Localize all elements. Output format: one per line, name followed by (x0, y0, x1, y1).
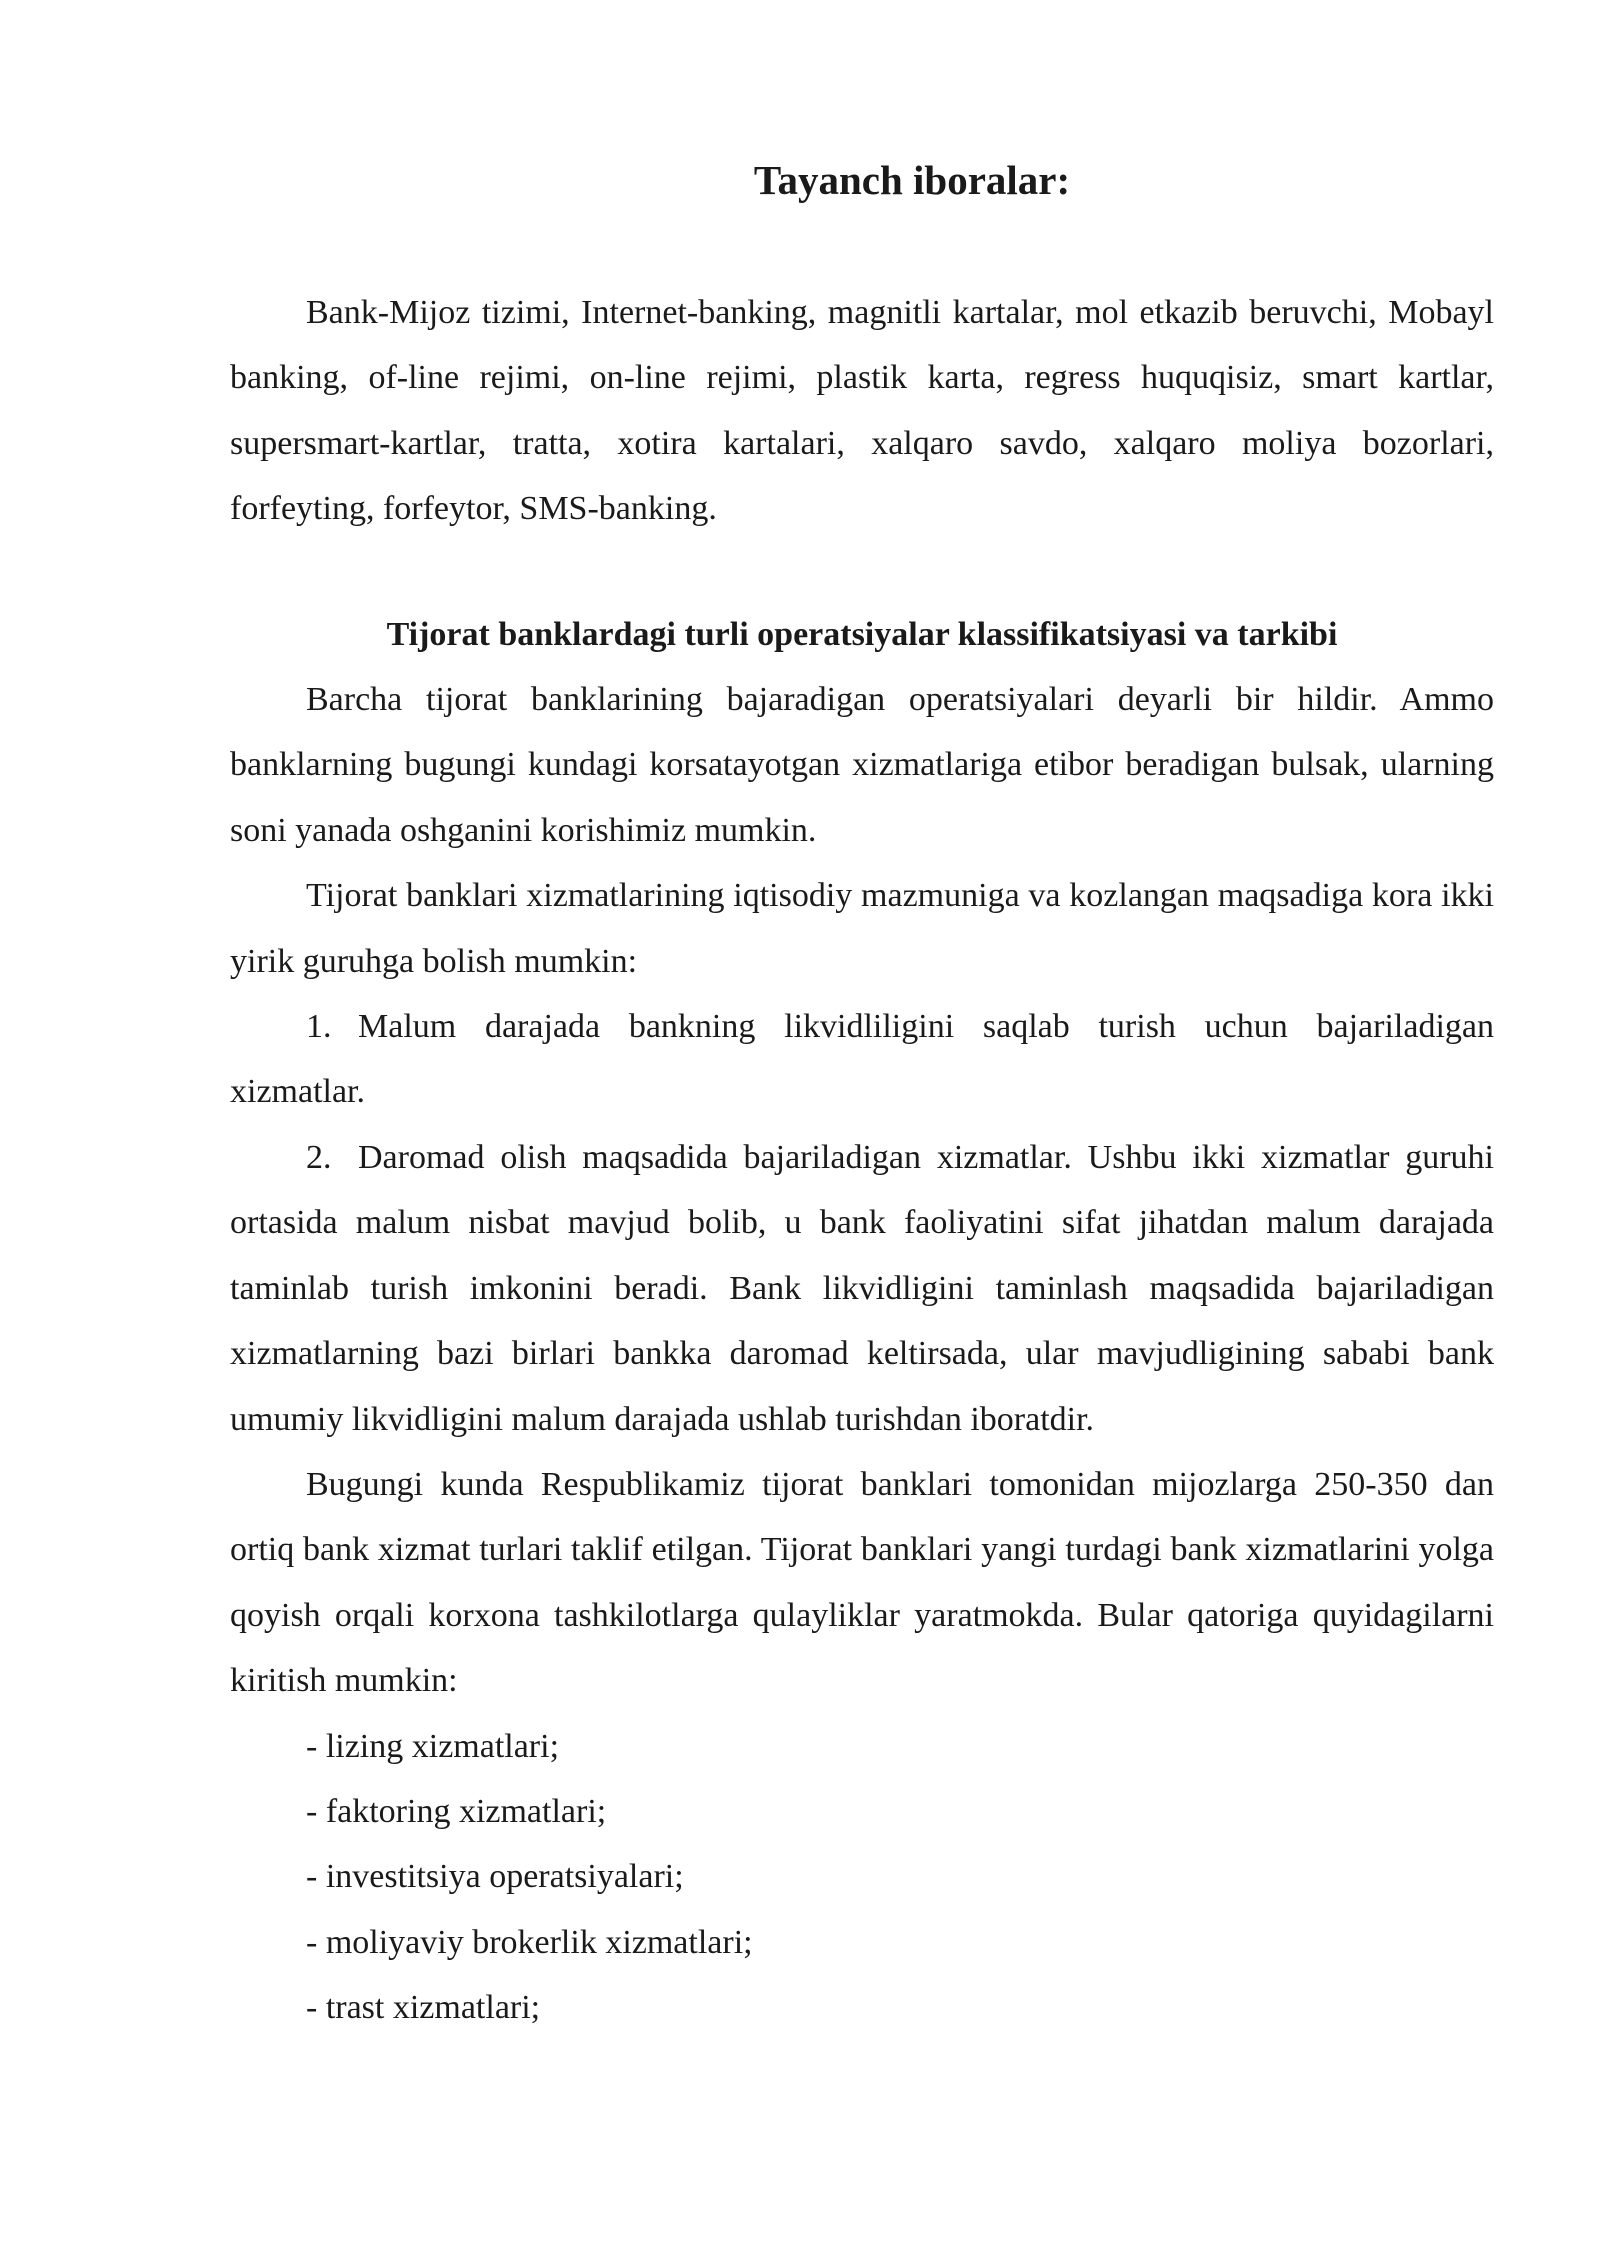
item-number: 2. (306, 1138, 332, 1176)
list-item: - moliyaviy brokerlik xizmatlari; (306, 1923, 753, 1961)
body-paragraph: Barcha tijorat banklarining bajaradigan operatsiyalari deyarli bir hildir. Ammo banklarning bugungi kundagi korsatayotgan xizmatlariga etibor beradigan bulsak, ularning soni yanada oshganini korishimiz mumkin. (230, 681, 1494, 849)
numbered-item (230, 1125, 1494, 1452)
service-list (230, 1714, 1494, 2041)
item-number: 1. (306, 1008, 332, 1046)
document-page (230, 150, 1494, 2041)
item-text: Daromad olish maqsadida bajariladigan xizmatlar. Ushbu ikki xizmatlar guruhi ortasida malum nisbat mavjud bolib, u bank faoliyatini sifat jihatdan malum darajada taminlab turish imkonini beradi. Bank likvidligini taminlash maqsadida bajariladigan xizmatlarning bazi birlari bankka daromad keltirsada, ular mavjudligining sababi bank umumiy likvidligini malum darajada ushlab turishdan iboratdir. (230, 1138, 1494, 1438)
keywords-paragraph: Bank-Mijoz tizimi, Internet-banking, magnitli kartalar, mol etkazib beruvchi, Mobayl banking, of-line rejimi, on-line rejimi, plastik karta, regress huquqisiz, smart kartlar, supersmart-kartlar, tratta, xotira kartalari, xalqaro savdo, xalqaro moliya bozorlari, forfeyting, forfeytor, SMS-banking. (230, 294, 1494, 528)
list-item: - investitsiya operatsiyalari; (306, 1858, 684, 1896)
list-item: - lizing xizmatlari; (306, 1727, 560, 1765)
closing-paragraph: Bugungi kunda Respublikamiz tijorat banklari tomonidan mijozlarga 250-350 dan ortiq bank xizmat turlari taklif etilgan. Tijorat banklari yangi turdagi bank xizmatlarini yolga qoyish orqali korxona tashkilotlarga qulayliklar yaratmokda. Bular qatoriga quyidagilarni kiritish mumkin: (230, 1465, 1494, 1700)
body-paragraph: Tijorat banklari xizmatlarining iqtisodiy mazmuniga va kozlangan maqsadiga kora ikki yirik guruhga bolish mumkin: (230, 877, 1494, 980)
section-heading: Tijorat banklardagi turli operatsiyalar klassifikatsiyasi va tarkibi (386, 615, 1338, 653)
item-text: Malum darajada bankning likvidliligini saqlab turish uchun bajariladigan xizmatlar. (230, 1008, 1494, 1111)
page-title: Tayanch iboralar: (753, 157, 1071, 203)
numbered-item (230, 994, 1494, 1125)
list-item: - faktoring xizmatlari; (306, 1792, 607, 1830)
list-item: - trast xizmatlari; (306, 1989, 541, 2027)
